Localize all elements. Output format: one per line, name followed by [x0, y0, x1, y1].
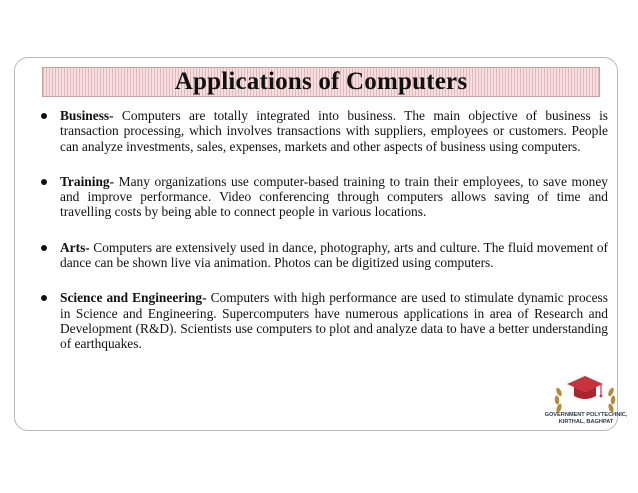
bullet-dot-icon — [41, 179, 47, 185]
page-title: Applications of Computers — [174, 68, 468, 95]
bullet-arts — [38, 240, 608, 271]
college-name-line2: KIRTHAL, BAGHPAT — [558, 418, 614, 425]
bullet-science-engineering — [38, 290, 608, 351]
bullet-training — [38, 174, 608, 220]
title-banner — [42, 67, 600, 97]
bullet-term: Business- — [60, 108, 114, 123]
bullet-dot-icon — [41, 113, 47, 119]
bullet-business — [38, 108, 608, 154]
bullet-text: Many organizations use computer-based training to train their employees, to save money and improve performance. Video conferencing through computers allows saving of time and travelling costs by being able to connect people in various locations. — [60, 173, 608, 220]
bullet-text: Computers are extensively used in dance, photography, arts and culture. The fluid movement of dance can be shown live via animation. Photos can be digitized using computers. — [60, 239, 608, 271]
bullet-text: Computers with high performance are used to stimulate dynamic process in Science and Engineering. Supercomputers have numerous applications in area of Research and Development (R&D). Scientists use computers to plot and analyze data to have a better understanding of earthquakes. — [60, 290, 608, 352]
college-name-line1: GOVERNMENT POLYTECHNIC, — [544, 412, 628, 418]
graduation-cap-icon — [567, 376, 603, 399]
bullet-term: Training- — [60, 173, 115, 189]
bullet-dot-icon — [41, 295, 47, 301]
bullet-text: Computers are totally integrated into business. The main objective of business is transaction processing, which involves transactions with suppliers, employees or customers. People can analyze investments, sales, expenses, markets and other aspects of business using computers. — [60, 108, 608, 154]
bullet-list — [38, 108, 608, 372]
bullet-term: Arts- — [60, 239, 90, 255]
college-name — [543, 412, 629, 425]
bullet-dot-icon — [41, 245, 47, 251]
bullet-term: Science and Engineering- — [60, 290, 207, 306]
